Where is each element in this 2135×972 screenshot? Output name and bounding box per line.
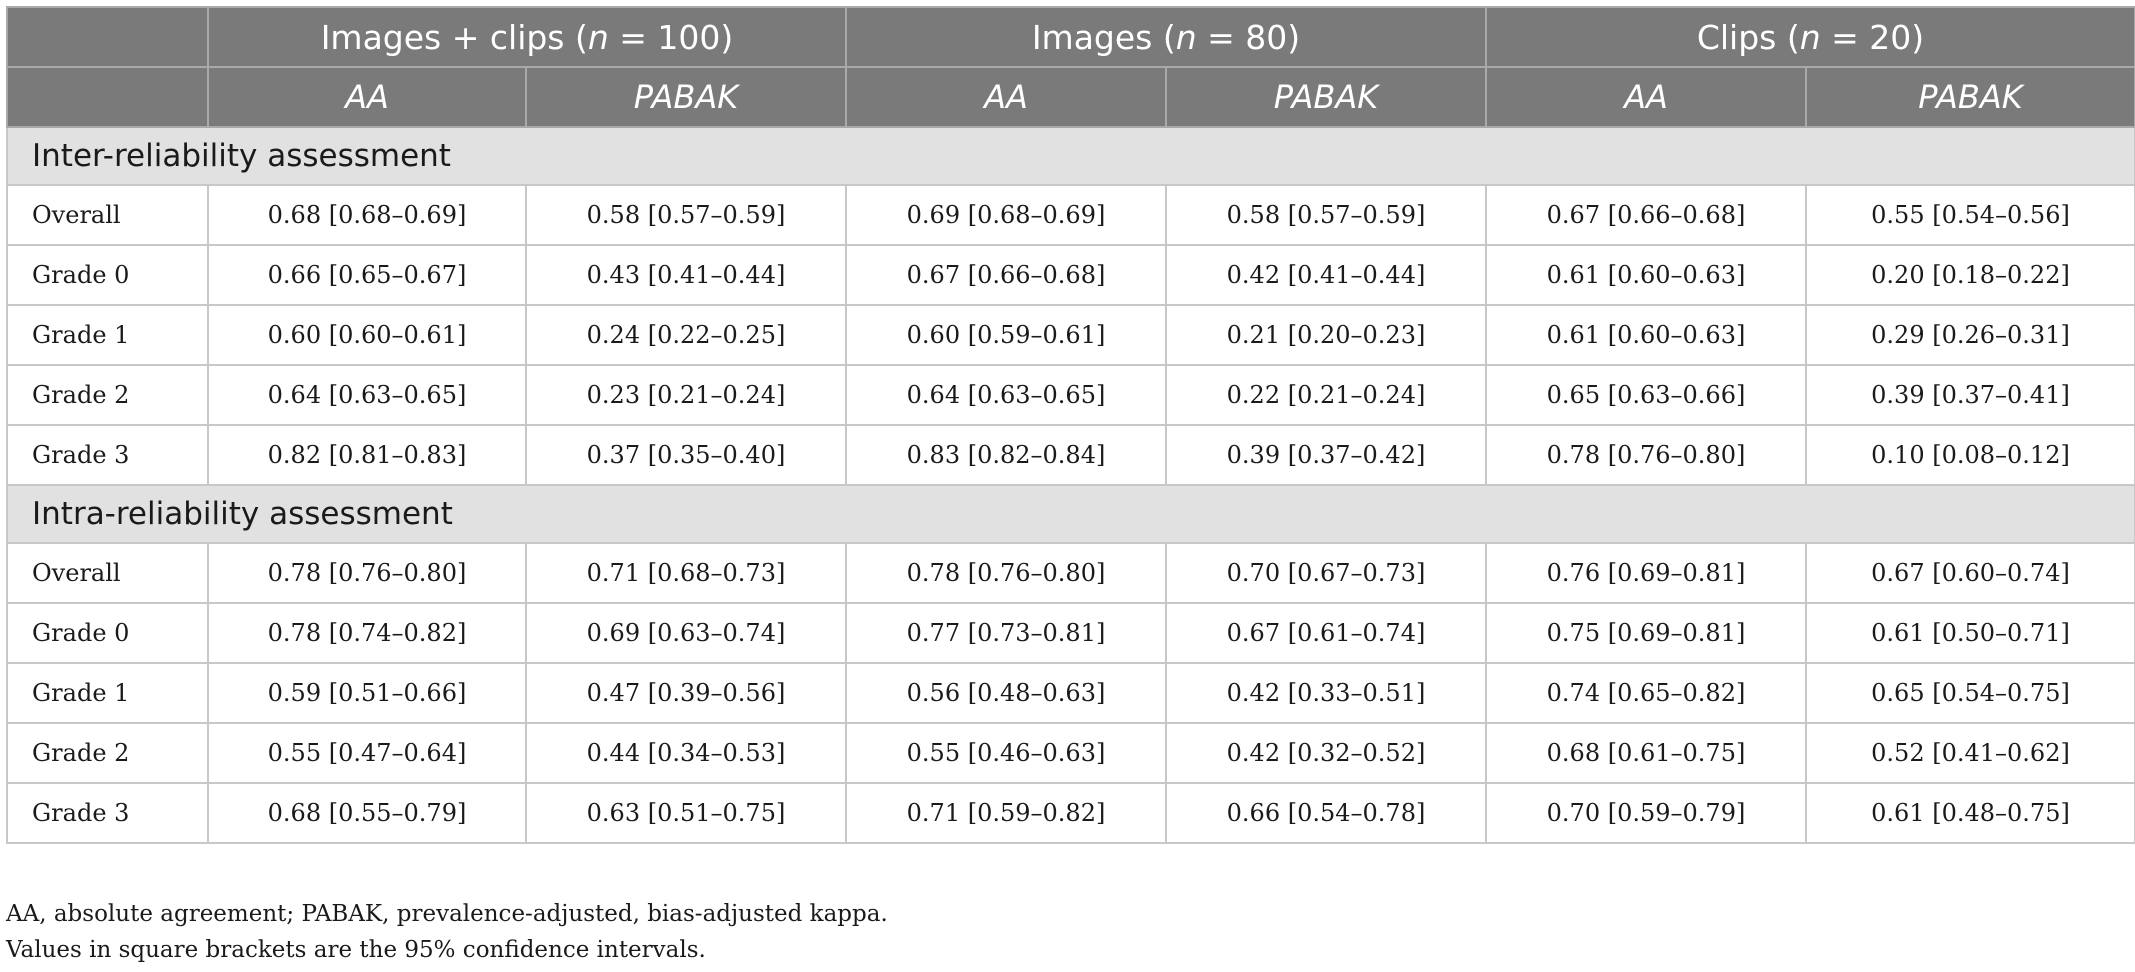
subheader-pabak: PABAK bbox=[1806, 67, 2135, 127]
row-label: Grade 3 bbox=[7, 783, 208, 843]
table-row bbox=[7, 663, 2135, 723]
value-cell: 0.22 [0.21–0.24] bbox=[1166, 365, 1486, 425]
group-header-prefix: Images + clips ( bbox=[320, 17, 588, 57]
subheader-aa: AA bbox=[846, 67, 1166, 127]
reliability-table-container bbox=[6, 6, 2134, 844]
value-cell: 0.42 [0.33–0.51] bbox=[1166, 663, 1486, 723]
value-cell: 0.58 [0.57–0.59] bbox=[1166, 185, 1486, 245]
table-row bbox=[7, 365, 2135, 425]
value-cell: 0.55 [0.46–0.63] bbox=[846, 723, 1166, 783]
value-cell: 0.74 [0.65–0.82] bbox=[1486, 663, 1806, 723]
value-cell: 0.68 [0.68–0.69] bbox=[208, 185, 526, 245]
group-header-row bbox=[7, 7, 2135, 67]
value-cell: 0.71 [0.59–0.82] bbox=[846, 783, 1166, 843]
value-cell: 0.63 [0.51–0.75] bbox=[526, 783, 846, 843]
row-label: Grade 2 bbox=[7, 365, 208, 425]
row-label: Grade 1 bbox=[7, 663, 208, 723]
section-title: Inter-reliability assessment bbox=[7, 127, 2135, 185]
subheader-pabak: PABAK bbox=[526, 67, 846, 127]
value-cell: 0.77 [0.73–0.81] bbox=[846, 603, 1166, 663]
table-footnotes bbox=[6, 896, 888, 968]
row-label: Overall bbox=[7, 543, 208, 603]
group-header-n: n bbox=[587, 17, 609, 57]
value-cell: 0.78 [0.74–0.82] bbox=[208, 603, 526, 663]
value-cell: 0.76 [0.69–0.81] bbox=[1486, 543, 1806, 603]
section-header-row bbox=[7, 127, 2135, 185]
value-cell: 0.60 [0.59–0.61] bbox=[846, 305, 1166, 365]
reliability-table bbox=[6, 6, 2135, 844]
value-cell: 0.65 [0.63–0.66] bbox=[1486, 365, 1806, 425]
value-cell: 0.82 [0.81–0.83] bbox=[208, 425, 526, 485]
value-cell: 0.64 [0.63–0.65] bbox=[846, 365, 1166, 425]
value-cell: 0.43 [0.41–0.44] bbox=[526, 245, 846, 305]
table-row bbox=[7, 723, 2135, 783]
value-cell: 0.39 [0.37–0.41] bbox=[1806, 365, 2135, 425]
row-label: Grade 0 bbox=[7, 603, 208, 663]
group-header-images bbox=[846, 7, 1486, 67]
table-row bbox=[7, 305, 2135, 365]
value-cell: 0.61 [0.50–0.71] bbox=[1806, 603, 2135, 663]
table-row bbox=[7, 185, 2135, 245]
value-cell: 0.61 [0.60–0.63] bbox=[1486, 305, 1806, 365]
value-cell: 0.39 [0.37–0.42] bbox=[1166, 425, 1486, 485]
value-cell: 0.65 [0.54–0.75] bbox=[1806, 663, 2135, 723]
value-cell: 0.70 [0.67–0.73] bbox=[1166, 543, 1486, 603]
value-cell: 0.29 [0.26–0.31] bbox=[1806, 305, 2135, 365]
value-cell: 0.69 [0.63–0.74] bbox=[526, 603, 846, 663]
value-cell: 0.44 [0.34–0.53] bbox=[526, 723, 846, 783]
subheader-pabak: PABAK bbox=[1166, 67, 1486, 127]
value-cell: 0.42 [0.32–0.52] bbox=[1166, 723, 1486, 783]
value-cell: 0.47 [0.39–0.56] bbox=[526, 663, 846, 723]
value-cell: 0.23 [0.21–0.24] bbox=[526, 365, 846, 425]
group-header-prefix: Images ( bbox=[1031, 17, 1176, 57]
group-header-prefix: Clips ( bbox=[1696, 17, 1800, 57]
subheader-aa: AA bbox=[1486, 67, 1806, 127]
value-cell: 0.55 [0.47–0.64] bbox=[208, 723, 526, 783]
value-cell: 0.66 [0.54–0.78] bbox=[1166, 783, 1486, 843]
group-header-suffix: = 100) bbox=[608, 17, 734, 57]
value-cell: 0.67 [0.61–0.74] bbox=[1166, 603, 1486, 663]
group-header-suffix: = 80) bbox=[1196, 17, 1301, 57]
value-cell: 0.56 [0.48–0.63] bbox=[846, 663, 1166, 723]
subheader-aa: AA bbox=[208, 67, 526, 127]
value-cell: 0.69 [0.68–0.69] bbox=[846, 185, 1166, 245]
subheader-row bbox=[7, 67, 2135, 127]
value-cell: 0.67 [0.66–0.68] bbox=[1486, 185, 1806, 245]
value-cell: 0.71 [0.68–0.73] bbox=[526, 543, 846, 603]
group-header-images-clips bbox=[208, 7, 846, 67]
value-cell: 0.67 [0.66–0.68] bbox=[846, 245, 1166, 305]
value-cell: 0.66 [0.65–0.67] bbox=[208, 245, 526, 305]
value-cell: 0.68 [0.55–0.79] bbox=[208, 783, 526, 843]
group-header-n: n bbox=[1175, 17, 1197, 57]
group-header-suffix: = 20) bbox=[1820, 17, 1925, 57]
row-label: Overall bbox=[7, 185, 208, 245]
table-row bbox=[7, 603, 2135, 663]
section-header-row bbox=[7, 485, 2135, 543]
table-row bbox=[7, 425, 2135, 485]
table-row bbox=[7, 783, 2135, 843]
value-cell: 0.83 [0.82–0.84] bbox=[846, 425, 1166, 485]
value-cell: 0.24 [0.22–0.25] bbox=[526, 305, 846, 365]
value-cell: 0.42 [0.41–0.44] bbox=[1166, 245, 1486, 305]
value-cell: 0.78 [0.76–0.80] bbox=[1486, 425, 1806, 485]
row-label: Grade 0 bbox=[7, 245, 208, 305]
value-cell: 0.52 [0.41–0.62] bbox=[1806, 723, 2135, 783]
subheader-corner-cell bbox=[7, 67, 208, 127]
group-header-clips bbox=[1486, 7, 2135, 67]
value-cell: 0.68 [0.61–0.75] bbox=[1486, 723, 1806, 783]
value-cell: 0.55 [0.54–0.56] bbox=[1806, 185, 2135, 245]
group-header-n: n bbox=[1799, 17, 1821, 57]
value-cell: 0.60 [0.60–0.61] bbox=[208, 305, 526, 365]
value-cell: 0.37 [0.35–0.40] bbox=[526, 425, 846, 485]
footnote-confidence-intervals: Values in square brackets are the 95% confidence intervals. bbox=[6, 937, 706, 963]
row-label: Grade 1 bbox=[7, 305, 208, 365]
table-body bbox=[7, 127, 2135, 843]
value-cell: 0.78 [0.76–0.80] bbox=[846, 543, 1166, 603]
row-label: Grade 2 bbox=[7, 723, 208, 783]
value-cell: 0.58 [0.57–0.59] bbox=[526, 185, 846, 245]
footnote-abbreviations: AA, absolute agreement; PABAK, prevalence-adjusted, bias-adjusted kappa. bbox=[6, 901, 888, 927]
value-cell: 0.10 [0.08–0.12] bbox=[1806, 425, 2135, 485]
value-cell: 0.64 [0.63–0.65] bbox=[208, 365, 526, 425]
section-title: Intra-reliability assessment bbox=[7, 485, 2135, 543]
value-cell: 0.20 [0.18–0.22] bbox=[1806, 245, 2135, 305]
table-row bbox=[7, 543, 2135, 603]
value-cell: 0.59 [0.51–0.66] bbox=[208, 663, 526, 723]
table-row bbox=[7, 245, 2135, 305]
value-cell: 0.61 [0.60–0.63] bbox=[1486, 245, 1806, 305]
value-cell: 0.70 [0.59–0.79] bbox=[1486, 783, 1806, 843]
value-cell: 0.78 [0.76–0.80] bbox=[208, 543, 526, 603]
value-cell: 0.61 [0.48–0.75] bbox=[1806, 783, 2135, 843]
row-label: Grade 3 bbox=[7, 425, 208, 485]
header-corner-cell bbox=[7, 7, 208, 67]
value-cell: 0.75 [0.69–0.81] bbox=[1486, 603, 1806, 663]
value-cell: 0.21 [0.20–0.23] bbox=[1166, 305, 1486, 365]
value-cell: 0.67 [0.60–0.74] bbox=[1806, 543, 2135, 603]
